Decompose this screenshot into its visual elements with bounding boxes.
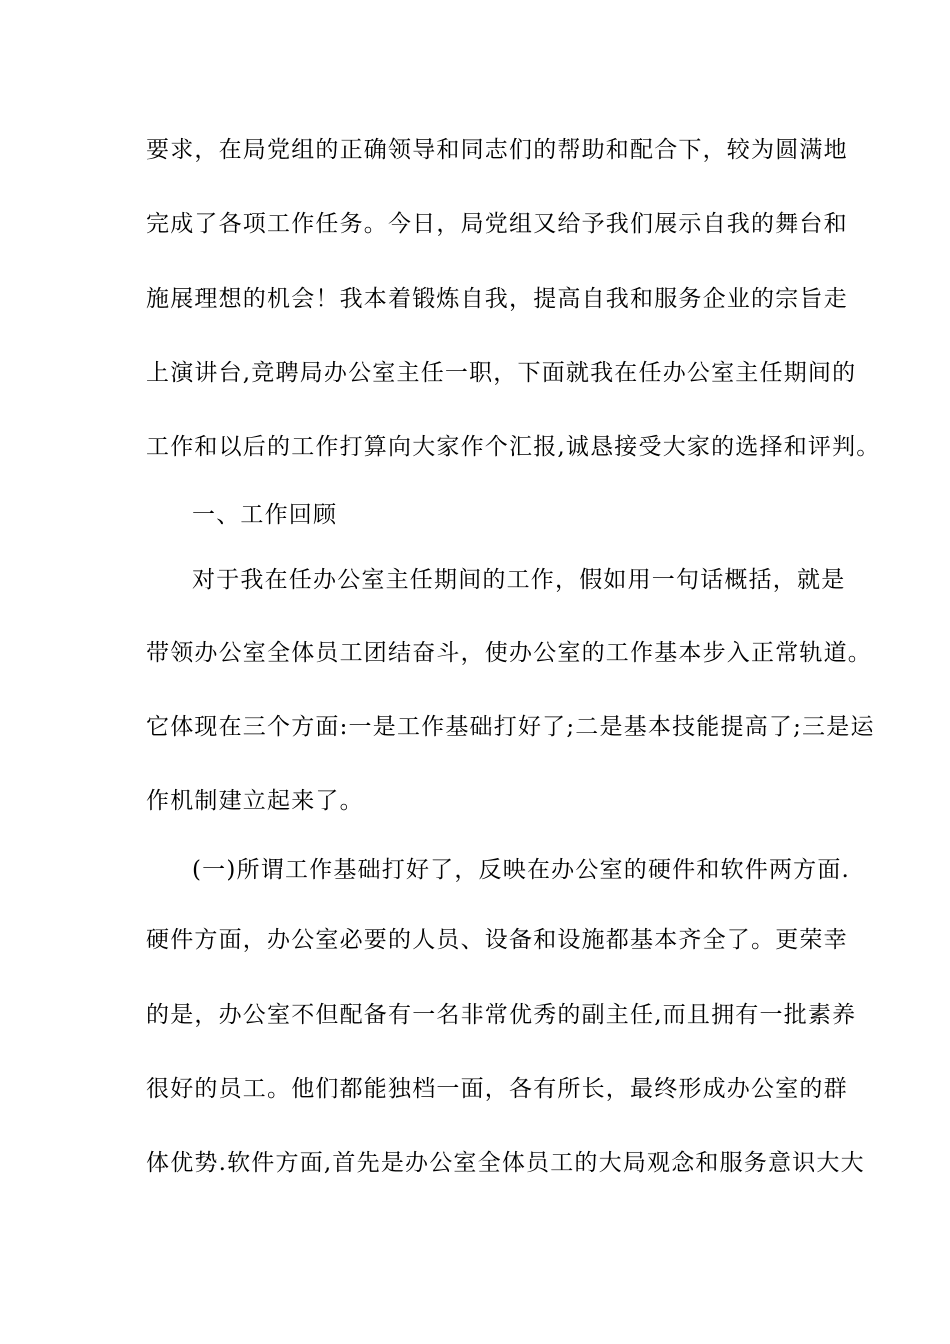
paragraph-line: 体优势.软件方面,首先是办公室全体员工的大局观念和服务意识大大	[146, 1150, 865, 1176]
paragraph-line: 作机制建立起来了。	[146, 788, 364, 814]
paragraph-line: 上演讲台,竞聘局办公室主任一职，下面就我在任办公室主任期间的	[146, 360, 857, 386]
subsection-line: (一)所谓工作基础打好了，反映在办公室的硬件和软件两方面.	[192, 857, 851, 883]
paragraph-line: 要求，在局党组的正确领导和同志们的帮助和配合下，较为圆满地	[146, 137, 848, 163]
paragraph-line: 完成了各项工作任务。今日，局党组又给予我们展示自我的舞台和	[146, 211, 848, 237]
paragraph-line: 硬件方面，办公室必要的人员、设备和设施都基本齐全了。更荣幸	[146, 927, 848, 953]
paragraph-line: 工作和以后的工作打算向大家作个汇报,诚恳接受大家的选择和评判。	[146, 434, 881, 460]
section-heading: 一、工作回顾	[192, 502, 338, 528]
paragraph-line: 它体现在三个方面:一是工作基础打好了;二是基本技能提高了;三是运	[146, 714, 875, 740]
paragraph-line: 很好的员工。他们都能独档一面，各有所长，最终形成办公室的群	[146, 1076, 848, 1102]
paragraph-line: 带领办公室全体员工团结奋斗，使办公室的工作基本步入正常轨道。	[146, 640, 872, 666]
paragraph-line: 对于我在任办公室主任期间的工作，假如用一句话概括，就是	[192, 567, 846, 593]
paragraph-line: 施展理想的机会！我本着锻炼自我，提高自我和服务企业的宗旨走	[146, 286, 848, 312]
paragraph-line: 的是，办公室不但配备有一名非常优秀的副主任,而且拥有一批素养	[146, 1002, 857, 1028]
